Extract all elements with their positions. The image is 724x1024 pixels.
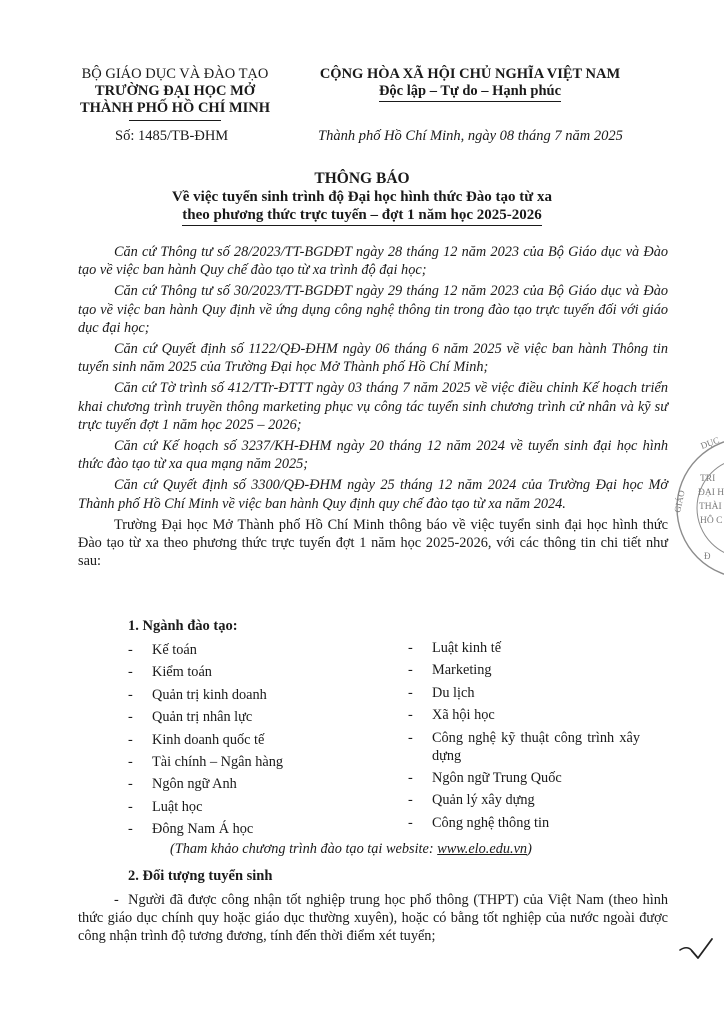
list-item: - Kế toán	[128, 642, 197, 658]
basis-item: Căn cứ Kế hoạch số 3237/KH-ĐHM ngày 20 tháng 12 năm 2024 về tuyển sinh đại học hình thức đào tạo từ xa qua mạng năm 2025;	[78, 438, 668, 473]
list-item: - Kinh doanh quốc tế	[128, 731, 265, 748]
majors-list-left	[128, 639, 378, 841]
document-subject-line1: Về việc tuyển sinh trình độ Đại học hình thức Đào tạo từ xa	[171, 189, 553, 205]
subject-underlined: theo phương thức trực tuyến – đợt 1 năm học 2025-2026	[182, 207, 541, 226]
issuer-underline	[129, 120, 221, 121]
list-item: - Luật kinh tế	[408, 640, 502, 656]
list-item: - Đông Nam Á học	[128, 821, 254, 838]
svg-text:DỤC: DỤC	[699, 434, 721, 451]
section-2-heading: 2. Đối tượng tuyển sinh	[128, 868, 273, 884]
intro-paragraph: Trường Đại học Mở Thành phố Hồ Chí Minh thông báo về việc tuyển sinh đại học hình thức Đào tạo từ xa theo phương thức trực tuyến đợt 1 năm học 2025-2026, với các thông tin chi tiết như sau:	[78, 516, 668, 570]
list-item: - Công nghệ thông tin	[408, 814, 550, 831]
list-item: - Quản lý xây dựng	[408, 792, 535, 809]
list-item: - Tài chính – Ngân hàng	[128, 754, 284, 771]
legal-bases	[78, 243, 668, 573]
list-item: - Xã hội học	[408, 707, 495, 724]
basis-item: Căn cứ Tờ trình số 412/TTr-ĐTTT ngày 03 tháng 7 năm 2025 về việc điều chỉnh Kế hoạch triển khai chương trình truyền thông marketing phục vụ công tác tuyển sinh chương trình cử nhân và kỹ sư trực tuyến đợt 1 năm học 2025 – 2026;	[78, 380, 668, 433]
list-item: - Du lịch	[408, 684, 475, 701]
eligibility-item: - Người đã được công nhận tốt nghiệp trung học phổ thông (THPT) của Việt Nam (theo hình thức giáo dục chính quy hoặc giáo dục thường xuyên), hoặc có bằng tốt nghiệp của nước ngoài được công nhận trình độ tương đương, tính đến thời điểm xét tuyển;	[78, 892, 669, 945]
republic-name: CỘNG HÒA XÃ HỘI CHỦ NGHĨA VIỆT NAM	[319, 66, 621, 82]
svg-text:HÔ C: HÔ C	[700, 516, 723, 526]
svg-text:THÀI: THÀI	[699, 502, 722, 512]
issuer-block	[60, 66, 290, 121]
document-title: THÔNG BÁO	[314, 170, 410, 187]
official-stamp-fragment	[672, 433, 724, 583]
school-name-line2: THÀNH PHỐ HỒ CHÍ MINH	[79, 100, 271, 116]
svg-text:GIÁO: GIÁO	[672, 489, 687, 514]
list-item: - Ngôn ngữ Trung Quốc	[408, 769, 562, 786]
basis-item: Căn cứ Quyết định số 1122/QĐ-ĐHM ngày 06 tháng 6 năm 2025 về việc ban hành Thông tin tuyển sinh năm 2025 của Trường Đại học Mở Thành phố Hồ Chí Minh;	[78, 341, 668, 376]
svg-text:TRI: TRI	[700, 474, 716, 484]
program-reference: (Tham khảo chương trình đào tạo tại website: www.elo.edu.vn)	[170, 841, 532, 857]
document-subject-line2	[0, 207, 724, 226]
list-item: - Công nghệ kỹ thuật công trình xây dựng	[408, 729, 640, 764]
list-item: - Luật học	[128, 798, 203, 815]
basis-item: Căn cứ Thông tư số 28/2023/TT-BGDĐT ngày 28 tháng 12 năm 2023 của Bộ Giáo dục và Đào tạo về việc ban hành Quy chế đào tạo từ xa trình độ đại học;	[78, 244, 668, 279]
national-header	[300, 66, 640, 102]
basis-item: Căn cứ Quyết định số 3300/QĐ-ĐHM ngày 25 tháng 12 năm 2024 của Trường Đại học Mở Thành phố Hồ Chí Minh về việc ban hành Quy định quy chế đào tạo từ xa năm 2024.	[78, 477, 668, 512]
document-number: Số: 1485/TB-ĐHM	[115, 128, 229, 144]
majors-list-right	[408, 639, 640, 836]
issue-date: Thành phố Hồ Chí Minh, ngày 08 tháng 7 năm 2025	[318, 128, 623, 144]
svg-text:ĐẠI H: ĐẠI H	[698, 488, 724, 498]
list-item: - Ngôn ngữ Anh	[128, 776, 237, 793]
handwritten-mark-icon	[678, 936, 718, 962]
website-link[interactable]: www.elo.edu.vn	[437, 841, 528, 857]
list-item: - Quản trị kinh doanh	[128, 686, 267, 703]
basis-item: Căn cứ Thông tư số 30/2023/TT-BGDĐT ngày 29 tháng 12 năm 2023 của Bộ Giáo dục và Đào tạo về việc ban hành Quy định về ứng dụng công nghệ thông tin trong đào tạo trực tuyến đối với giáo dục đại học;	[78, 283, 668, 336]
list-item: - Kiểm toán	[128, 664, 212, 681]
section-1-heading: 1. Ngành đào tạo:	[128, 618, 238, 634]
national-motto: Độc lập – Tự do – Hạnh phúc	[379, 83, 561, 102]
svg-text:Đ: Đ	[704, 551, 711, 561]
list-item: - Marketing	[408, 662, 492, 679]
ministry-name: BỘ GIÁO DỤC VÀ ĐÀO TẠO	[81, 66, 269, 82]
school-name-line1: TRƯỜNG ĐẠI HỌC MỞ	[94, 83, 256, 99]
list-item: - Quản trị nhân lực	[128, 709, 253, 726]
